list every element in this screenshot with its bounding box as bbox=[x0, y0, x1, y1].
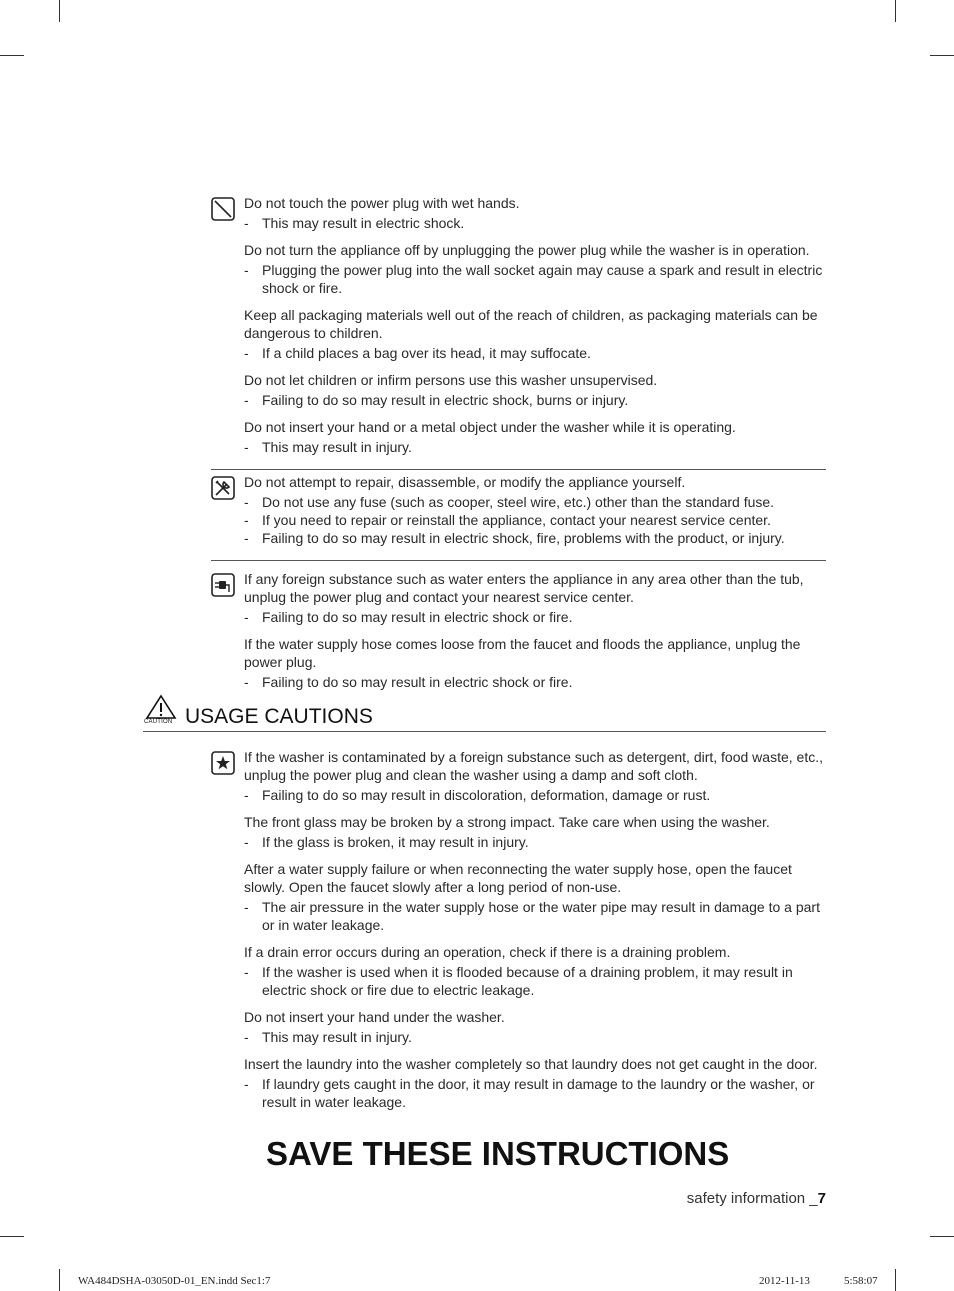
consequence-text: Do not use any fuse (such as cooper, steel wire, etc.) other than the standard fuse. bbox=[262, 494, 775, 510]
safety-statement: If a drain error occurs during an operation, check if there is a draining problem. bbox=[244, 944, 731, 960]
safety-item bbox=[244, 748, 826, 804]
safety-consequence bbox=[244, 438, 826, 456]
page-footer bbox=[687, 1190, 826, 1207]
crop-mark bbox=[59, 1269, 60, 1291]
consequence-text: Plugging the power plug into the wall socket again may cause a spark and result in electric shock or fire. bbox=[262, 262, 823, 296]
consequence-text: If you need to repair or reinstall the appliance, contact your nearest service center. bbox=[262, 512, 771, 528]
page-number: 7 bbox=[817, 1190, 826, 1207]
safety-statement: If the washer is contaminated by a foreign substance such as detergent, dirt, food waste, etc., unplug the power plug and clean the washer using a damp and soft cloth. bbox=[244, 749, 823, 783]
safety-statement: Keep all packaging materials well out of the reach of children, as packaging materials can be dangerous to children. bbox=[244, 307, 818, 341]
safety-item bbox=[244, 813, 826, 851]
safety-consequence bbox=[244, 511, 826, 529]
dash-bullet: - bbox=[244, 215, 249, 231]
no-disassembly-icon bbox=[211, 476, 235, 500]
safety-item bbox=[244, 943, 826, 999]
consequence-text: This may result in electric shock. bbox=[262, 215, 465, 231]
slug-time: 5:58:07 bbox=[844, 1275, 878, 1287]
consequence-text: Failing to do so may result in discoloration, deformation, damage or rust. bbox=[262, 787, 711, 803]
unplug-icon bbox=[211, 573, 235, 597]
divider bbox=[211, 469, 826, 470]
dash-bullet: - bbox=[244, 512, 249, 528]
consequence-text: If laundry gets caught in the door, it may result in damage to the laundry or the washer, or result in water leakage. bbox=[262, 1076, 815, 1110]
safety-consequence bbox=[244, 391, 826, 409]
crop-mark bbox=[930, 1236, 954, 1237]
safety-statement: Do not turn the appliance off by unplugging the power plug while the washer is in operation. bbox=[244, 242, 810, 258]
safety-consequence bbox=[244, 963, 826, 999]
dash-bullet: - bbox=[244, 787, 249, 803]
safety-statement: Do not let children or infirm persons use this washer unsupervised. bbox=[244, 372, 658, 388]
dash-bullet: - bbox=[244, 674, 249, 690]
consequence-text: This may result in injury. bbox=[262, 439, 412, 455]
safety-statement: If the water supply hose comes loose from the faucet and floods the appliance, unplug the power plug. bbox=[244, 636, 801, 670]
safety-consequence bbox=[244, 529, 826, 547]
safety-statement: Insert the laundry into the washer completely so that laundry does not get caught in the door. bbox=[244, 1056, 818, 1072]
consequence-text: If the washer is used when it is flooded because of a draining problem, it may result in electric shock or fire due to electric leakage. bbox=[262, 964, 793, 998]
safety-consequence bbox=[244, 1028, 826, 1046]
consequence-text: Failing to do so may result in electric shock, burns or injury. bbox=[262, 392, 629, 408]
safety-item bbox=[244, 473, 826, 547]
safety-item bbox=[244, 1008, 826, 1046]
safety-statement: Do not attempt to repair, disassemble, or modify the appliance yourself. bbox=[244, 474, 686, 490]
safety-statement: After a water supply failure or when reconnecting the water supply hose, open the faucet slowly. Open the faucet slowly after a long period of non-use. bbox=[244, 861, 792, 895]
dash-bullet: - bbox=[244, 899, 249, 915]
dash-bullet: - bbox=[244, 1076, 249, 1092]
prohibited-icon bbox=[211, 197, 235, 221]
save-instructions-title: SAVE THESE INSTRUCTIONS bbox=[266, 1135, 730, 1172]
dash-bullet: - bbox=[244, 964, 249, 980]
safety-consequence bbox=[244, 898, 826, 934]
safety-item bbox=[244, 194, 826, 232]
caution-label: CAUTION bbox=[144, 719, 173, 725]
safety-consequence bbox=[244, 1075, 826, 1111]
crop-mark bbox=[0, 55, 24, 56]
safety-item bbox=[244, 306, 826, 362]
crop-mark bbox=[895, 0, 896, 22]
divider bbox=[211, 560, 826, 561]
safety-statement: Do not insert your hand or a metal object under the washer while it is operating. bbox=[244, 419, 736, 435]
dash-bullet: - bbox=[244, 494, 249, 510]
crop-mark bbox=[895, 1269, 896, 1291]
safety-consequence bbox=[244, 608, 826, 626]
safety-item bbox=[244, 1055, 826, 1111]
safety-statement: Do not touch the power plug with wet hands. bbox=[244, 195, 520, 211]
dash-bullet: - bbox=[244, 834, 249, 850]
dash-bullet: - bbox=[244, 262, 249, 278]
dash-bullet: - bbox=[244, 530, 249, 546]
safety-consequence bbox=[244, 786, 826, 804]
safety-consequence bbox=[244, 493, 826, 511]
dash-bullet: - bbox=[244, 345, 249, 361]
consequence-text: Failing to do so may result in electric shock, fire, problems with the product, or injury. bbox=[262, 530, 785, 546]
slug-filename: WA484DSHA-03050D-01_EN.indd Sec1:7 bbox=[78, 1275, 271, 1287]
crop-mark bbox=[0, 1236, 24, 1237]
safety-statement: Do not insert your hand under the washer. bbox=[244, 1009, 505, 1025]
group-body bbox=[244, 570, 826, 700]
dash-bullet: - bbox=[244, 392, 249, 408]
safety-statement: If any foreign substance such as water enters the appliance in any area other than the tub, unplug the power plug and contact your nearest service center. bbox=[244, 571, 804, 605]
slug-date: 2012-11-13 bbox=[759, 1275, 810, 1287]
consequence-text: The air pressure in the water supply hose or the water pipe may result in damage to a part or in water leakage. bbox=[262, 899, 820, 933]
safety-consequence bbox=[244, 214, 826, 232]
safety-item bbox=[244, 371, 826, 409]
safety-item bbox=[244, 635, 826, 691]
safety-item bbox=[244, 570, 826, 626]
dash-bullet: - bbox=[244, 609, 249, 625]
mandatory-star-icon bbox=[211, 751, 235, 775]
group-body bbox=[244, 748, 826, 1120]
consequence-text: If the glass is broken, it may result in injury. bbox=[262, 834, 529, 850]
consequence-text: If a child places a bag over its head, it may suffocate. bbox=[262, 345, 591, 361]
safety-consequence bbox=[244, 344, 826, 362]
safety-item bbox=[244, 241, 826, 297]
footer-label: safety information _ bbox=[686, 1190, 818, 1207]
dash-bullet: - bbox=[244, 439, 249, 455]
group-body bbox=[244, 473, 826, 556]
safety-item bbox=[244, 418, 826, 456]
safety-consequence bbox=[244, 261, 826, 297]
dash-bullet: - bbox=[244, 1029, 249, 1045]
safety-statement: The front glass may be broken by a strong impact. Take care when using the washer. bbox=[244, 814, 770, 830]
crop-mark bbox=[930, 55, 954, 56]
section-title: USAGE CAUTIONS bbox=[185, 705, 373, 728]
consequence-text: Failing to do so may result in electric shock or fire. bbox=[262, 609, 573, 625]
consequence-text: Failing to do so may result in electric shock or fire. bbox=[262, 674, 573, 690]
usage-cautions-header bbox=[143, 693, 826, 732]
crop-mark bbox=[59, 0, 60, 22]
safety-consequence bbox=[244, 673, 826, 691]
consequence-text: This may result in injury. bbox=[262, 1029, 412, 1045]
group-body bbox=[244, 194, 826, 465]
safety-consequence bbox=[244, 833, 826, 851]
safety-item bbox=[244, 860, 826, 934]
